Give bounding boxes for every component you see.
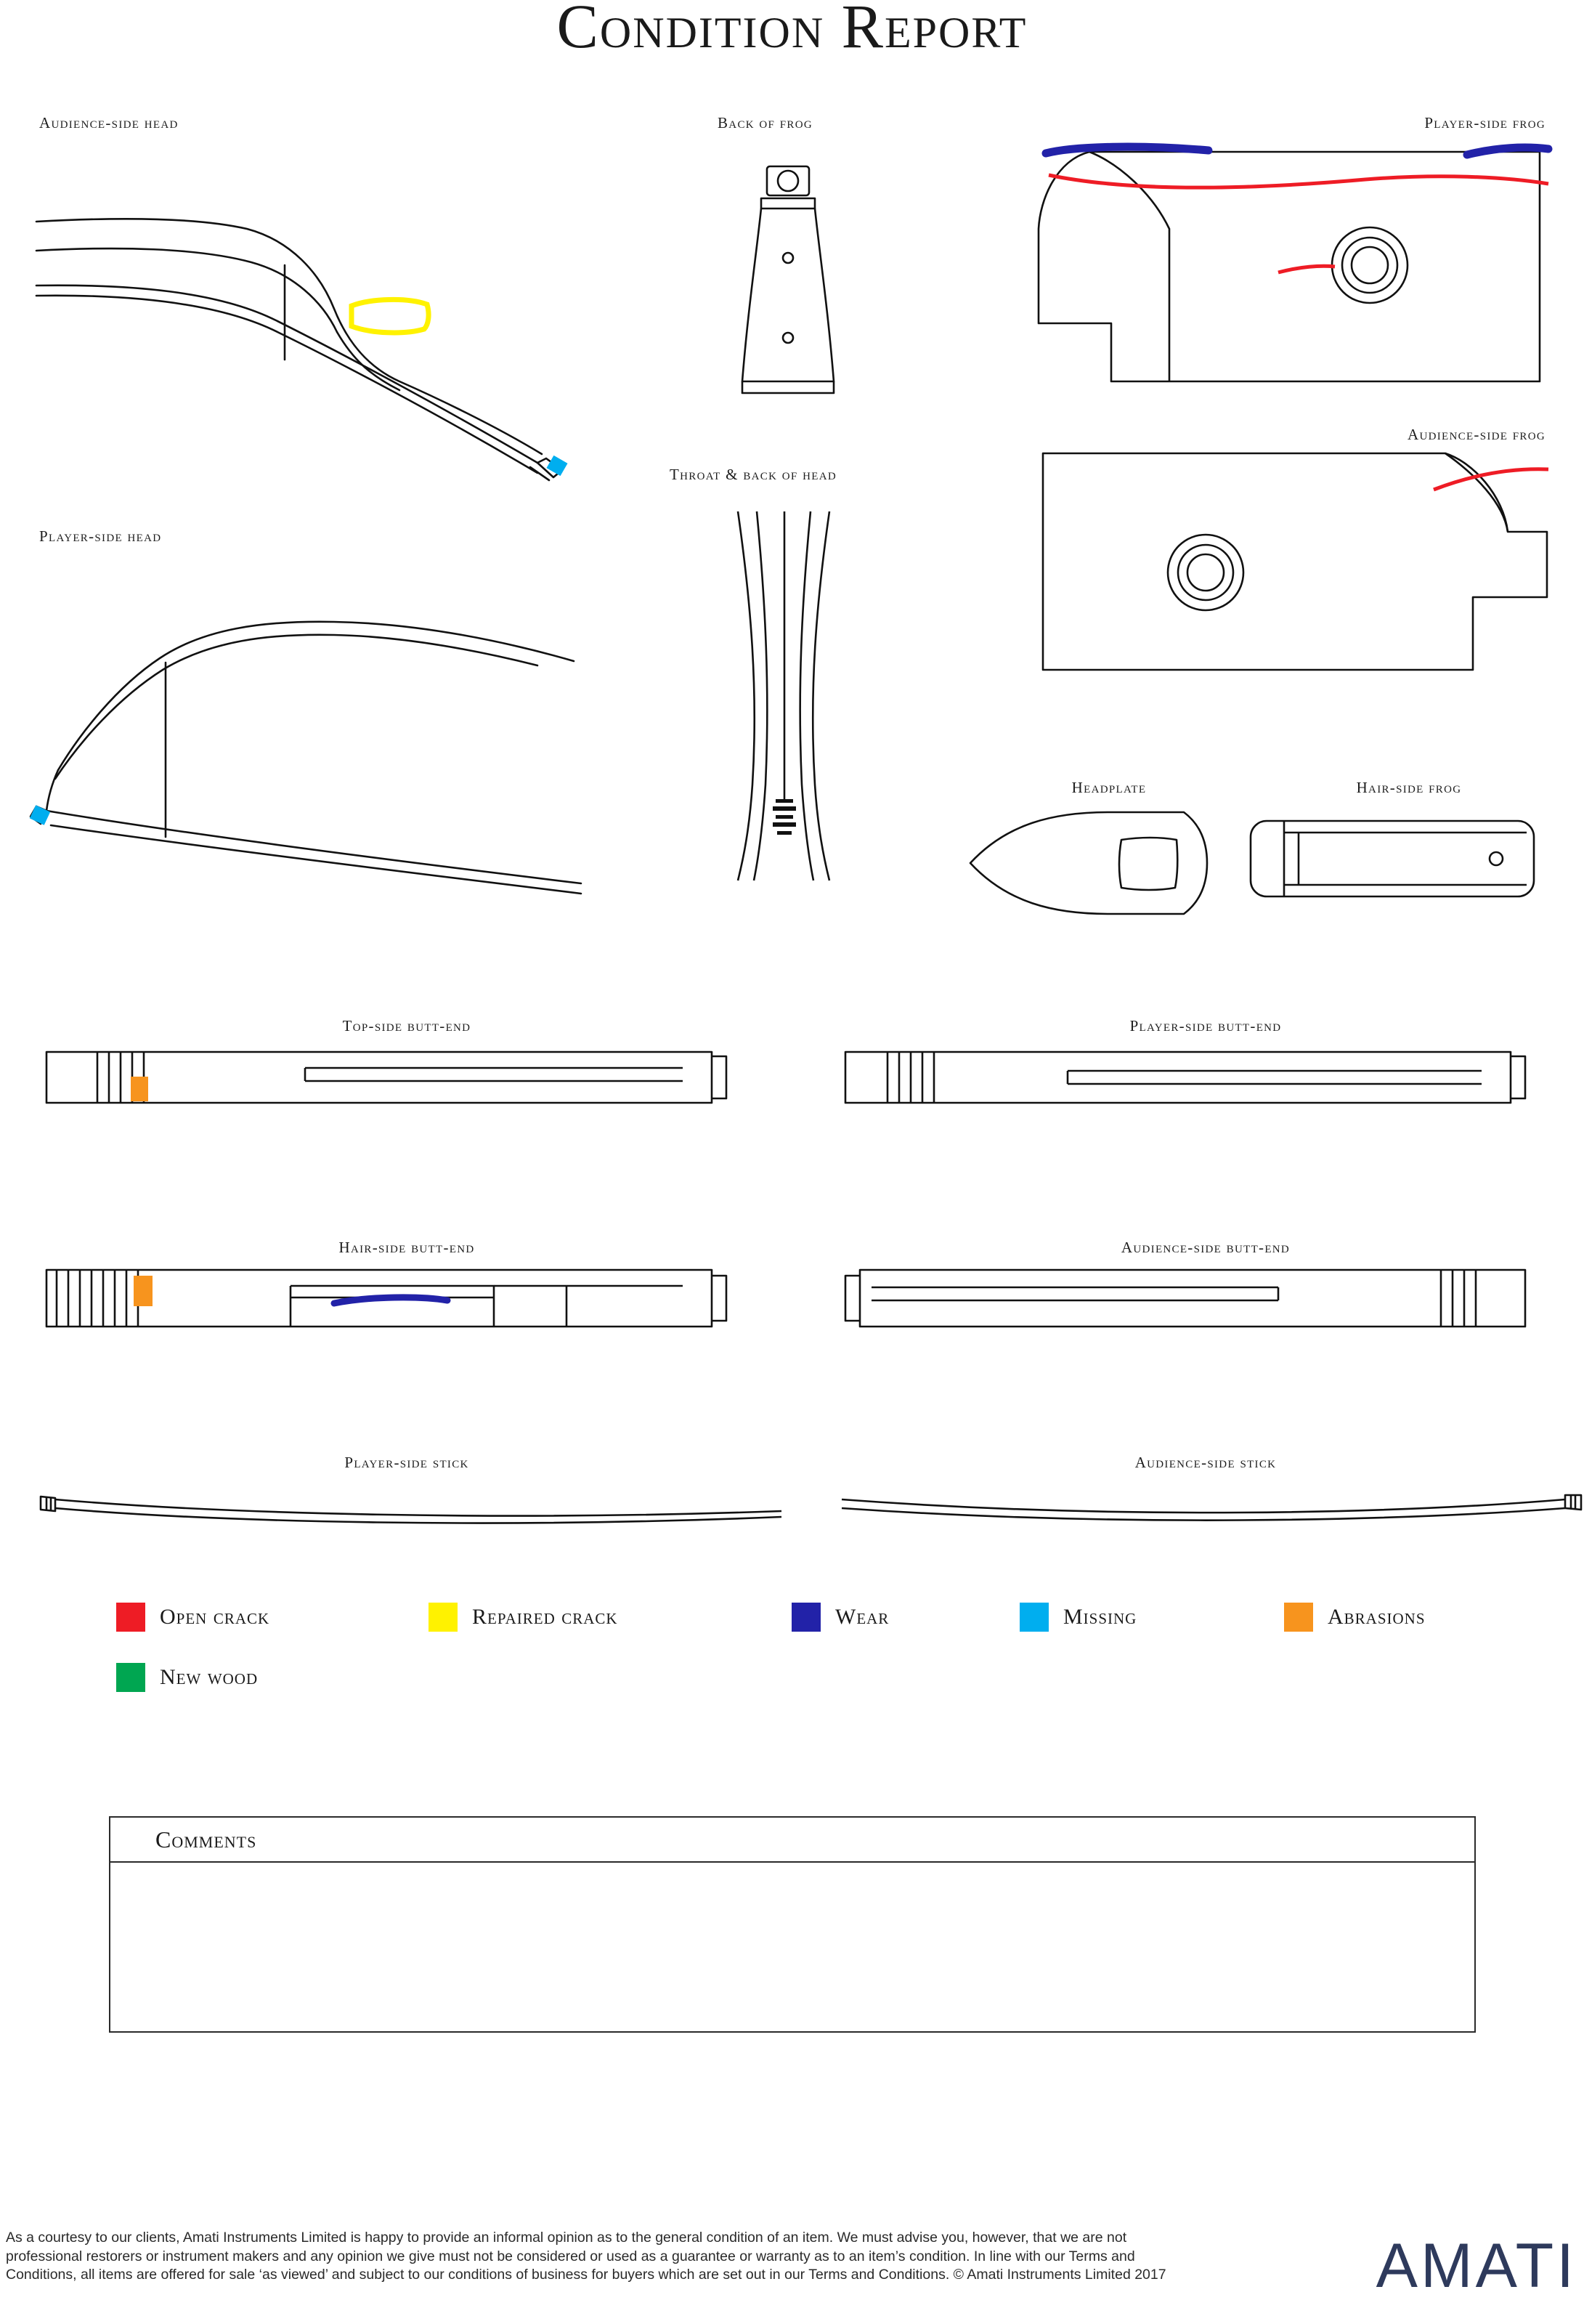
legend-item-abrasions [1284, 1603, 1426, 1632]
legend-item-missing [1020, 1603, 1137, 1632]
legend-label-wear: Wear [835, 1605, 890, 1629]
caption-audience-side-frog: Audience-side frog [1408, 426, 1546, 443]
legend-swatch-new-wood [116, 1663, 145, 1692]
comments-field[interactable] [110, 1863, 1474, 2033]
legend-item-repaired-crack [429, 1603, 618, 1632]
legend-item-wear [792, 1603, 889, 1632]
legend-label-abrasions: Abrasions [1328, 1605, 1426, 1629]
legend-item-open-crack [116, 1603, 269, 1632]
caption-player-side-butt-end: Player-side butt-end [1129, 1017, 1282, 1035]
caption-hair-side-frog: Hair-side frog [1356, 779, 1462, 796]
legend-swatch-repaired-crack [429, 1603, 458, 1632]
diagram-audience-side-frog [1039, 452, 1554, 692]
diagram-top-side-butt-end [44, 1046, 734, 1112]
caption-audience-side-butt-end: Audience-side butt-end [1121, 1239, 1291, 1256]
caption-audience-side-stick: Audience-side stick [1134, 1454, 1277, 1471]
page-title: Condition Report [556, 0, 1028, 61]
diagram-player-side-butt-end [842, 1046, 1532, 1112]
caption-back-of-frog: Back of frog [718, 114, 813, 131]
diagram-player-side-frog [1031, 142, 1554, 389]
comments-box[interactable] [109, 1816, 1476, 2033]
caption-player-side-frog: Player-side frog [1424, 114, 1546, 131]
legend-swatch-abrasions [1284, 1603, 1313, 1632]
legend-swatch-open-crack [116, 1603, 145, 1632]
diagram-hair-side-frog [1248, 814, 1538, 908]
caption-player-side-stick: Player-side stick [344, 1454, 469, 1471]
legend-item-new-wood [116, 1663, 258, 1692]
caption-hair-side-butt-end: Hair-side butt-end [338, 1239, 475, 1256]
caption-audience-side-head: Audience-side head [39, 114, 179, 131]
diagram-audience-side-butt-end [842, 1266, 1532, 1338]
diagram-player-side-head [29, 552, 596, 865]
legend-label-missing: Missing [1063, 1605, 1137, 1629]
legend-label-new-wood: New wood [160, 1665, 259, 1689]
diagram-hair-side-butt-end [44, 1266, 734, 1338]
diagram-audience-side-head [29, 142, 581, 447]
diagram-audience-side-stick [839, 1489, 1584, 1526]
legend-swatch-missing [1020, 1603, 1049, 1632]
diagram-throat-and-back-of-head [719, 509, 850, 886]
legend-label-repaired-crack: Repaired crack [472, 1605, 618, 1629]
diagram-player-side-stick [36, 1489, 784, 1526]
caption-top-side-butt-end: Top-side butt-end [342, 1017, 471, 1035]
caption-throat-and-back-of-head: Throat & back of head [670, 466, 837, 483]
footer-disclaimer: As a courtesy to our clients, Amati Instruments Limited is happy to provide an informal opinion as to the general condition of an item. We must advise you, however, that we are not professional restorers or instrument makers and any opinion we give must not be considered or used as a guarantee or warranty as to an item’s condition. In line with our Terms and Conditions, all items are offered for sale ‘as viewed’ and subject to our conditions of business for buyers which are set out in our Terms and Conditions. © Amati Instruments Limited 2017 [6, 2230, 1166, 2283]
caption-player-side-head: Player-side head [39, 527, 162, 545]
legend-swatch-wear [792, 1603, 821, 1632]
diagram-back-of-frog [726, 163, 857, 403]
diagram-headplate [966, 808, 1213, 917]
comments-heading: Comments [110, 1818, 1474, 1863]
amati-logo: AMATI [1376, 2231, 1577, 2301]
caption-headplate: Headplate [1071, 779, 1147, 796]
legend-label-open-crack: Open crack [160, 1605, 270, 1629]
